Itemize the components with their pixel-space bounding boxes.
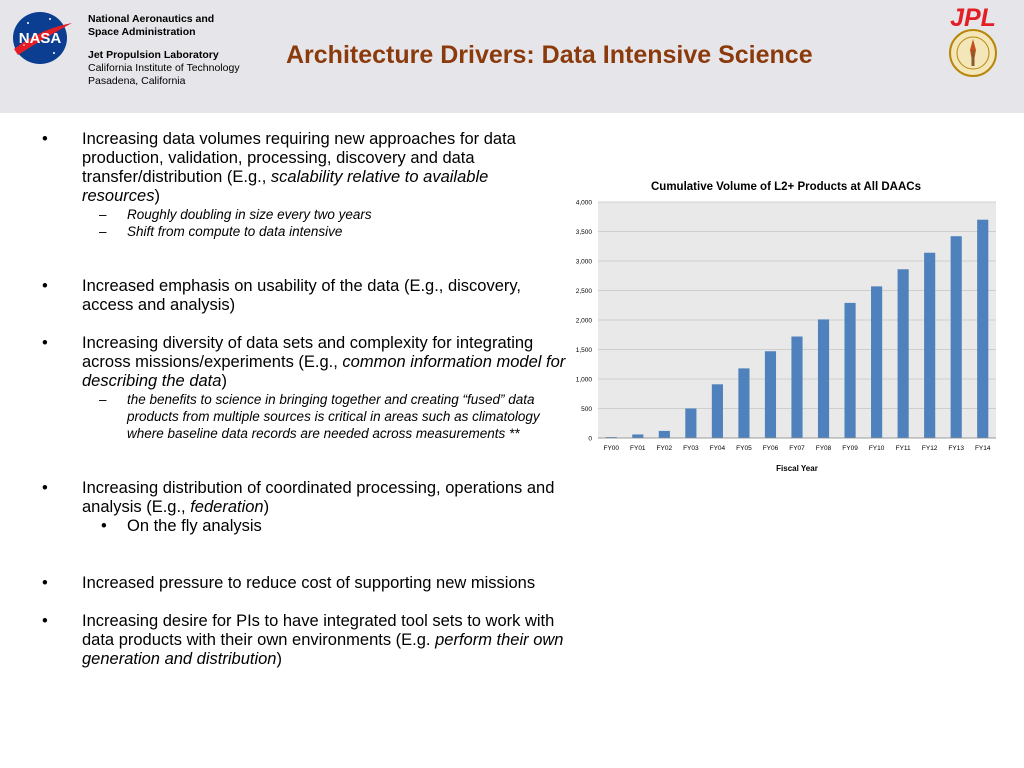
sub-bullet-on-the-fly: • On the fly analysis — [101, 517, 262, 535]
y-tick-label: 3,500 — [575, 229, 592, 236]
x-tick-label: FY00 — [603, 445, 620, 452]
sub-bullet-doubling: – Roughly doubling in size every two years — [99, 207, 372, 222]
y-tick-label: 0 — [588, 435, 592, 443]
nasa-logo — [10, 9, 76, 67]
caltech-seal-icon — [948, 28, 998, 78]
bar-fy14 — [977, 220, 988, 438]
bar-fy08 — [818, 319, 829, 438]
svg-text:JPL: JPL — [950, 4, 996, 30]
x-tick-label: FY06 — [762, 445, 779, 452]
x-tick-label: FY13 — [948, 445, 964, 452]
x-tick-label: FY08 — [815, 445, 832, 452]
bar-fy11 — [898, 269, 909, 438]
chart-title: Cumulative Volume of L2+ Products at All DAACs — [651, 181, 921, 193]
lab-name: Jet Propulsion Laboratory — [88, 49, 219, 61]
x-tick-label: FY11 — [895, 445, 911, 452]
y-tick-label: 2,000 — [575, 317, 592, 325]
bar-fy04 — [712, 384, 723, 438]
x-tick-label: FY04 — [709, 445, 726, 452]
jpl-logo — [935, 4, 1011, 30]
bar-fy07 — [791, 337, 802, 438]
sub-bullet-fused-data: – the benefits to science in bringing together and creating “fused” data products from multiple sources is critical in areas such as climatology where baseline data records are needed across measurements ** — [99, 392, 540, 441]
y-tick-label: 3,000 — [575, 258, 592, 266]
bullet-diversity: • Increasing diversity of data sets and complexity for integrating across missions/experiments (E.g., common information model for describing the data) — [42, 334, 566, 390]
organization-block — [88, 13, 240, 88]
y-tick-label: 1,000 — [575, 376, 592, 384]
sub-bullet-compute: – Shift from compute to data intensive — [99, 224, 343, 239]
y-tick-label: 2,500 — [575, 288, 592, 295]
bar-fy12 — [924, 253, 935, 438]
lab-line-2: California Institute of Technology — [88, 62, 240, 74]
bar-fy02 — [659, 431, 670, 438]
x-tick-label: FY07 — [789, 445, 805, 452]
x-tick-label: FY01 — [630, 445, 646, 452]
x-tick-label: FY12 — [921, 445, 938, 452]
bar-fy01 — [632, 434, 643, 438]
slide-title: Architecture Drivers: Data Intensive Science — [286, 41, 813, 69]
y-axis-ticks — [576, 200, 593, 443]
bar-fy06 — [765, 351, 776, 438]
bar-fy05 — [738, 368, 749, 438]
bullet-cost-pressure: • Increased pressure to reduce cost of supporting new missions — [42, 574, 536, 592]
x-tick-label: FY03 — [683, 445, 699, 452]
x-tick-label: FY10 — [868, 445, 885, 452]
y-tick-label: 1,500 — [575, 347, 592, 354]
org-line-1: National Aeronautics and — [88, 13, 215, 25]
cumulative-volume-chart — [560, 170, 1000, 490]
bullet-distribution: • Increasing distribution of coordinated processing, operations and analysis (E.g., federation) — [42, 479, 555, 516]
lab-line-3: Pasadena, California — [88, 75, 186, 87]
slide-header — [0, 0, 1024, 113]
bar-fy03 — [685, 409, 696, 439]
bar-fy10 — [871, 286, 882, 438]
x-tick-label: FY05 — [736, 445, 752, 452]
bullet-list — [42, 130, 567, 688]
bar-fy13 — [951, 236, 962, 438]
x-axis-ticks — [598, 438, 996, 452]
x-tick-label: FY02 — [656, 445, 673, 452]
svg-text:NASA: NASA — [18, 30, 62, 47]
bullet-tool-sets: • Increasing desire for PIs to have integrated tool sets to work with data products with their own environments (E.g. perform their own generation and distribution) — [42, 612, 564, 668]
org-line-2: Space Administration — [88, 26, 196, 38]
y-tick-label: 500 — [581, 406, 592, 413]
x-tick-label: FY09 — [842, 445, 858, 452]
x-tick-label: FY14 — [974, 445, 991, 452]
bullet-data-volumes: • Increasing data volumes requiring new approaches for data production, validation, processing, discovery and data transfer/distribution (E.g., scalability relative to available resources) — [42, 130, 516, 205]
bar-fy09 — [844, 303, 855, 438]
x-axis-label: Fiscal Year — [776, 464, 818, 473]
y-tick-label: 4,000 — [575, 199, 592, 207]
bullet-usability: • Increased emphasis on usability of the data (E.g., discovery, access and analysis) — [42, 277, 522, 314]
